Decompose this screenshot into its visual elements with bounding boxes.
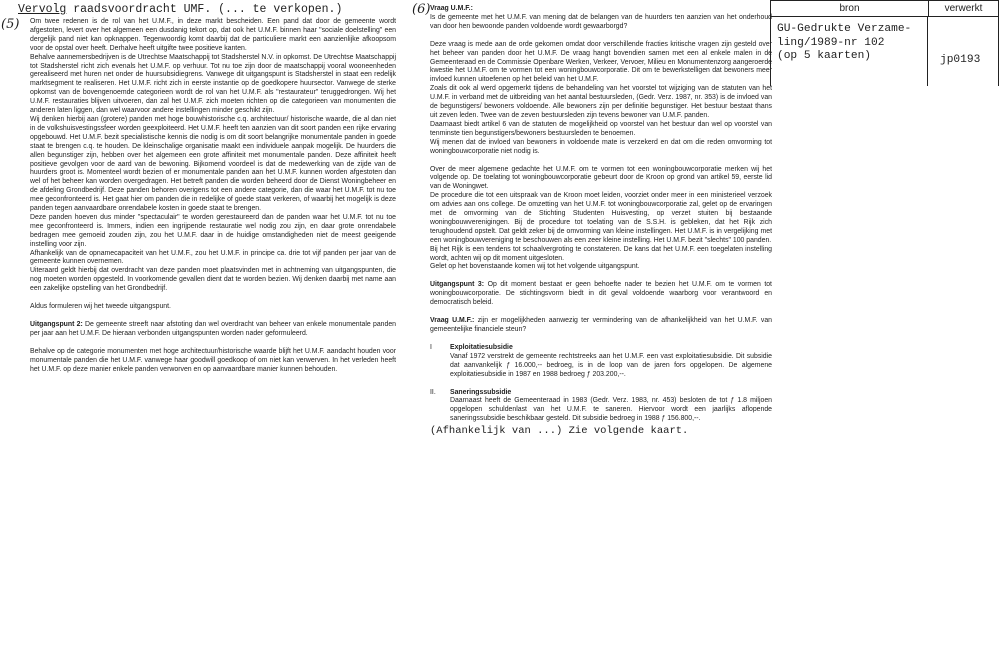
- paragraph: Uiteraard geldt hierbij dat overdracht van deze panden moet plaatsvinden met in achtneming van uitgangspunten, die nog moeten worden opgesteld. In voorkomende gevallen dient dat te worden bezien. Wij denken daarbij met name aan een zakelijke opstelling van het Grondbedrijf.: [30, 267, 396, 293]
- verwerkt-cell: [928, 17, 999, 86]
- paragraph: Om twee redenen is de rol van het U.M.F., in deze markt bescheiden. Een pand dat door de gemeente wordt afgestoten, levert over het algemeen een dusdanig tekort op, dat ook het U.M.F. binnen haar "sociale doelstelling" een dergelijk pand niet kan opknappen. Tegenwoordig komt daarbij dat de particuliere markt een aanzienlijke afkoopsom voor de opstal over heeft. Derhalve heeft uitgifte twee positieve kanten.: [30, 18, 396, 52]
- uitgangspunt-label: Uitgangspunt 3:: [430, 281, 485, 289]
- verwerkt-code: jp0193: [940, 54, 981, 66]
- paragraph: Daarnaast biedt artikel 6 van de statuten de mogelijkheid op voorstel van het bestuur dan wel op voorstel van tenminste tien begunstigers/bewoners bestuursleden te benoemen.: [430, 120, 772, 137]
- subsidy-item: [430, 344, 772, 380]
- margin-mark-left: (5): [1, 17, 20, 32]
- subsidy-title: Exploitatiesubsidie: [450, 343, 513, 351]
- subsidy-title: Saneringssubsidie: [450, 388, 512, 396]
- margin-mark-right: (6): [412, 2, 431, 17]
- paragraph: Deze panden hoeven dus minder "spectaculair" te worden gerestaureerd dan de panden waar het U.M.F. tot nu toe mee geconfronteerd is. Immers, indien een ingrijpende restauratie wel nodig zou zijn, en daar grote onrendabele bedragen mee gemoeid zouden zijn, zou het U.M.F. daar in de huidige omstandigheden niet de meest geeigende instelling voor zijn.: [30, 213, 396, 248]
- question-label: Vraag U.M.F.:: [430, 5, 473, 12]
- paragraph: Behalve aannemersbedrijven is de Utrechtse Maatschappij tot Stadsherstel N.V. in opkomst. De Utrechtse Maatschappij tot Stadsherstel richt zich evenals het U.M.F. op verhuur. Tot nu toe zijn door de maatschappij vooral wooneenheden gerealiseerd met huren net onder de huursubsidiegrens. Vanwege dit uitgangspunt is Stadsherstel in staat een redelijk marktsegment te realiseren. Het U.M.F. richt zich in eerste instantie op de goedkopere huursector. Vanwege de sterke opkomst van de bovengenoemde categorieen wordt de rol van het U.M.F. als "restaurateur" teruggedrongen. Wij het U.M.F. restauraties blijven uitvoeren, dan zal het U.M.F. zich moeten richten op die categorieen van monumenten die anderen laten liggen, dan wel waarvoor andere instellingen minder geschikt zijn.: [30, 53, 396, 115]
- paragraph: Gelet op het bovenstaande komen wij tot het volgende uitgangspunt.: [430, 263, 640, 271]
- question-label: Vraag U.M.F.:: [430, 317, 475, 325]
- heading-rest: raadsvoordracht UMF. (... te verkopen.): [66, 3, 343, 16]
- paragraph: Wij denken hierbij aan (grotere) panden met hoge bouwhistorische c.q. architectuur/ historische waarde, die al dan niet in de volkshuisvestingssfeer worden geexploiteerd. Het U.M.F. heeft ten aanzien van dit soort panden een rijke ervaring opgebouwd. Het U.M.F. bezit specialistische kennis die nodig is om dit soort belangrijke monumentale panden in goede staat te brengen c.q. te houden. De kleinschalige organisatie maakt een individuele aanpak mogelijk. De huurders die allen begunstiger zijn, hebben over het algemeen een grote affiniteit met monumentale panden. Deze affiniteit heeft positieve gevolgen voor de aard van de bewoning. Bijkomend voordeel is dat de medewerking van de zijde van de huurders groot is. Momenteel wordt bezien of er monumentale panden aan het U.M.F. kunnen worden afgestoten dan wel of het beheer kan worden overgedragen. Het betreft panden die worden beheerd door de Dienst Woningbeheer en de afdeling Grondbedrijf. Deze panden behoren overigens tot een andere categorie, dan die waar het U.M.F. tot nu toe mee geconfronteerd is. Het gaat hier om panden die in redelijke of goede staat verkeren, of waarbij het mogelijk is deze panden tegen aanvaardbare onrendabele kosten in goede staat te brengen.: [30, 115, 396, 213]
- subsidy-text: Vanaf 1972 verstrekt de gemeente rechtstreeks aan het U.M.F. een vast exploitatiesubsidie. Dit subsidie dat aanvankelijk ƒ 16.000,-- bedroeg, is in de loop van de jaren fors opgelopen. De algemene exploitatiesubsidie in 1987 en 1988 bedroeg ƒ 203.200,--.: [450, 352, 772, 378]
- subsidy-number: I: [430, 343, 432, 351]
- subsidy-number: II.: [430, 388, 436, 396]
- paragraph: Afhankelijk van de opnamecapaciteit van het U.M.F., zou het U.M.F. in principe ca. drie tot vijf panden per jaar van de gemeente kunnen overnemen.: [30, 249, 396, 266]
- subsidy-text: Daarnaast heeft de Gemeenteraad in 1983 (Gedr. Verz. 1983, nr. 453) besloten de tot ƒ 1.8 miljoen opgelopen schuldenlast van het U.M.F. te saneren. Hiervoor wordt een jaarlijks aflopende saneringssubsidie beschikbaar gesteld. Dit subsidie bedroeg in 1988 ƒ 156.800,--.: [450, 397, 772, 423]
- uitgangspunt-text: De gemeente streeft naar afstoting dan wel overdracht van beheer van enkele monumentale panden per jaar aan het U.M.F. De hieraan verbonden uitgangspunten worden nader geformuleerd.: [30, 321, 396, 337]
- question-2: [430, 317, 772, 335]
- page-heading: [18, 3, 398, 16]
- paragraph: Zoals dit ook al werd opgemerkt tijdens de behandeling van het voorstel tot wijziging van de statuten van het U.M.F. in verband met de uitbreiding van het aantal bestuursleden, (Gedr. Verz. 1987, nr. 353) is de invloed van de begunstigers/ bewoners voldoende. Alle bewoners zijn per definitie begunstiger. Het bestuur bestaat thans uit zeven leden. Twee van de zeven bestuursleden zijn tevens bewoner van U.M.F. panden.: [430, 85, 772, 119]
- bron-line: (op 5 kaarten): [777, 50, 871, 62]
- heading-underlined: Vervolg: [18, 3, 67, 16]
- closing-note: (Afhankelijk van ...) Zie volgende kaart.: [430, 425, 689, 438]
- bron-line: GU-Gedrukte Verzame-: [777, 23, 912, 35]
- question-text: Is de gemeente met het U.M.F. van mening dat de belangen van de huurders ten aanzien van het onderhoud van door hen bewoonde panden voldoende wordt gewaarborgd?: [430, 13, 772, 30]
- paragraph: Aldus formuleren wij het tweede uitgangspunt.: [30, 303, 171, 311]
- uitgangspunt-text: Op dit moment bestaat er geen behoefte nader te bezien het U.M.F. om te vormen tot woningbouwcorporatie. De stichtingsvorm biedt in dit geval voldoende waarborg voor verantwoord en democratisch beleid.: [430, 281, 772, 307]
- paragraph: Behalve op de categorie monumenten met hoge architectuur/historische waarde blijft het U.M.F. aandacht houden voor monumentale panden die het U.M.F. vanwege haar goodwill goedkoop of om niet kan verwerven. In het verleden heeft het U.M.F. op deze manier enkele panden verworven en op aanvaardbare manier kunnen behouden.: [30, 347, 396, 373]
- uitgangspunt-3: [430, 281, 772, 308]
- header-bron: bron: [770, 0, 928, 17]
- subsidy-item: [430, 389, 772, 425]
- bron-text: [777, 23, 911, 64]
- paragraph: De procedure die tot een uitspraak van de Kroon moet leiden, voorziet onder meer in een ministerieel verzoek om advies aan ons college. De omzetting van het U.M.F. tot woningbouwcorporatie zal, gelet op de ervaringen met de omvorming van de Stichting Studenten Huisvesting, op verzet stuiten bij bestaande woningbouwverenigingen. Bij de procedure tot toelating van de S.S.H. is gebleken, dat het Rijk zich terughoudend opstelt. Dat geldt zeker bij de omvorming van kleine instellingen. Het U.M.F. is in vergelijking met een woningbouwvereniging te beschouwen als een zeer kleine instelling. Het U.M.F. bezit "slechts" 100 panden.: [430, 192, 772, 244]
- paragraph: Deze vraag is mede aan de orde gekomen omdat door verschillende fracties kritische vragen zijn gesteld over het beheer van panden door het U.M.F. De vraag hangt bovendien samen met een al enkele malen in de Gemeenteraad en de Commissie Openbare Werken, Verkeer, Vervoer, Milieu en Monumentenzorg aangeroerde kwestie het U.M.F. om te vormen tot een woningbouwcorporatie. Dit om te bewerkstelligen dat bewoners meer invloed kunnen uitoefenen op het beleid van het U.M.F.: [430, 40, 772, 84]
- right-column: [430, 5, 772, 437]
- uitgangspunt-2: [30, 321, 396, 339]
- paragraph: Wij menen dat de invloed van bewoners in voldoende mate is verzekerd en dat om die reden omvorming tot woningbouwcorporatie niet nodig is.: [430, 138, 772, 155]
- paragraph: Bij het Rijk is een tendens tot schaalvergroting te constateren. De kans dat het U.M.F. een toegelaten instelling wordt, achten wij op dit moment uitgesloten.: [430, 245, 772, 262]
- uitgangspunt-label: Uitgangspunt 2:: [30, 321, 83, 328]
- left-column: [30, 18, 396, 375]
- bron-cell: [770, 17, 928, 86]
- paragraph: Over de meer algemene gedachte het U.M.F. om te vormen tot een woningbouwcorporatie merken wij het volgende op. De toelating tot woningbouwcorporatie gebeurt door de Kroon op grond van artikel 59, eerste lid van de Woningwet.: [430, 165, 772, 191]
- header-verwerkt: verwerkt: [928, 0, 999, 17]
- question-text: zijn er mogelijkheden aanwezig ter vermindering van de afhankelijkheid van het U.M.F. van gemeentelijke financiele steun?: [430, 317, 772, 333]
- source-box: [770, 0, 999, 86]
- bron-line: ling/1989-nr 102: [777, 36, 885, 49]
